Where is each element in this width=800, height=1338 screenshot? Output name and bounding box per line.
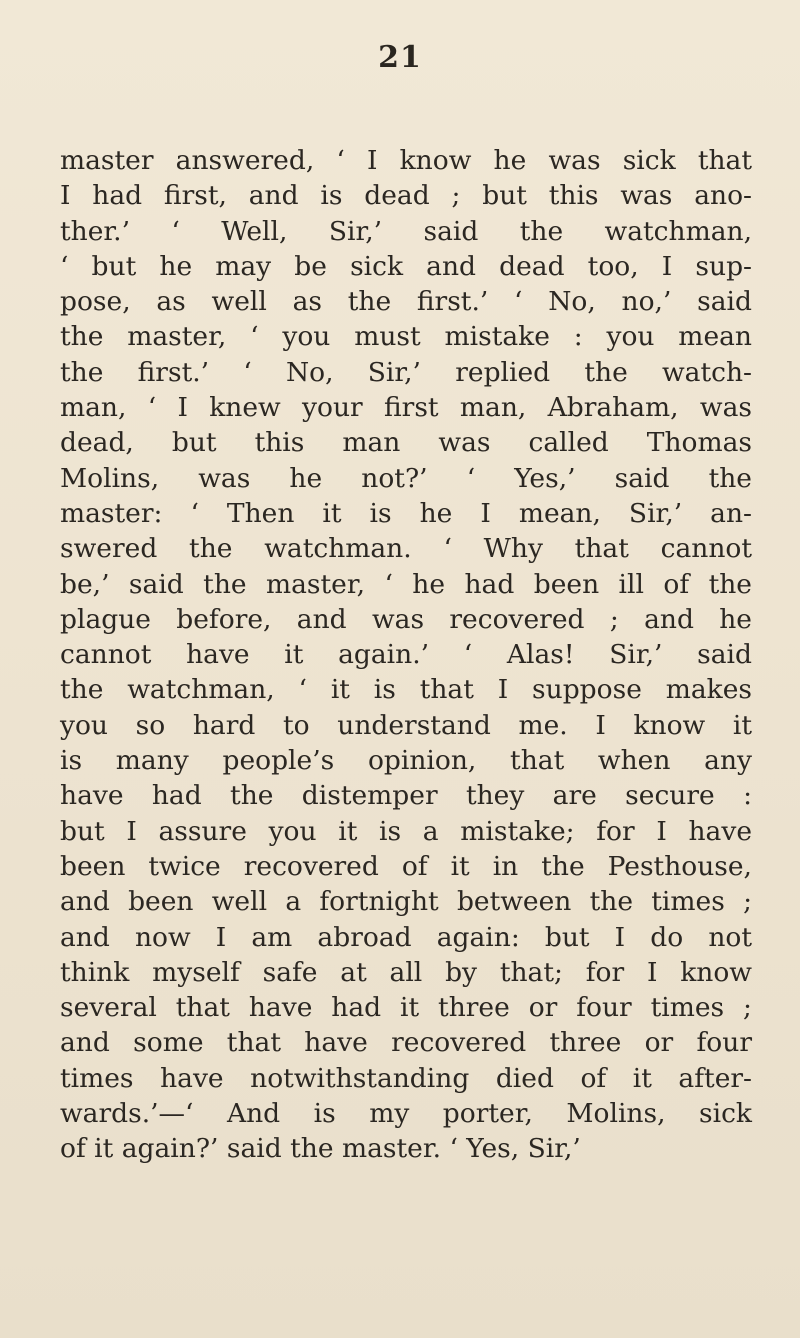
- text-line: and now I am abroad again: but I do not: [60, 921, 752, 953]
- body-text: [60, 143, 752, 1167]
- text-line: be,’ said the master, ‘ he had been ill of the: [60, 568, 752, 600]
- text-line: dead, but this man was called Thomas: [60, 427, 752, 459]
- text-line: ‘ but he may be sick and dead too, I sup-: [60, 250, 752, 282]
- text-line: times have notwithstanding died of it after-: [60, 1062, 752, 1094]
- text-line: wards.’—‘ And is my porter, Molins, sick: [60, 1098, 752, 1130]
- text-line: pose, as well as the first.’ ‘ No, no,’ said: [60, 286, 752, 318]
- text-line: swered the watchman. ‘ Why that cannot: [60, 533, 752, 565]
- text-line: man, ‘ I knew your first man, Abraham, was: [60, 392, 752, 424]
- text-line: I had first, and is dead ; but this was ano-: [60, 180, 752, 212]
- text-line: Molins, was he not?’ ‘ Yes,’ said the: [60, 462, 752, 494]
- text-line: ther.’ ‘ Well, Sir,’ said the watchman,: [60, 215, 752, 247]
- text-line: master answered, ‘ I know he was sick that: [60, 145, 752, 176]
- text-line: and some that have recovered three or four: [60, 1027, 752, 1059]
- text-line: of it again?’ said the master. ‘ Yes, Sir,’: [60, 1133, 581, 1165]
- text-line: you so hard to understand me. I know it: [60, 709, 752, 741]
- text-line: plague before, and was recovered ; and he: [60, 603, 752, 635]
- text-line: have had the distemper they are secure :: [60, 780, 752, 812]
- text-line: think myself safe at all by that; for I know: [60, 956, 752, 988]
- text-line: cannot have it again.’ ‘ Alas! Sir,’ said: [60, 639, 752, 671]
- text-line: and been well a fortnight between the times ;: [60, 886, 752, 918]
- text-line: but I assure you it is a mistake; for I have: [60, 815, 752, 847]
- text-line: is many people’s opinion, that when any: [60, 745, 752, 777]
- page-number: 21: [378, 40, 422, 75]
- text-line: the first.’ ‘ No, Sir,’ replied the watch-: [60, 356, 752, 388]
- text-line: master: ‘ Then it is he I mean, Sir,’ an-: [60, 497, 752, 529]
- text-line: several that have had it three or four times ;: [60, 992, 752, 1024]
- text-line: been twice recovered of it in the Pesthouse,: [60, 850, 752, 882]
- text-line: the watchman, ‘ it is that I suppose makes: [60, 674, 752, 706]
- text-line: the master, ‘ you must mistake : you mean: [60, 321, 752, 353]
